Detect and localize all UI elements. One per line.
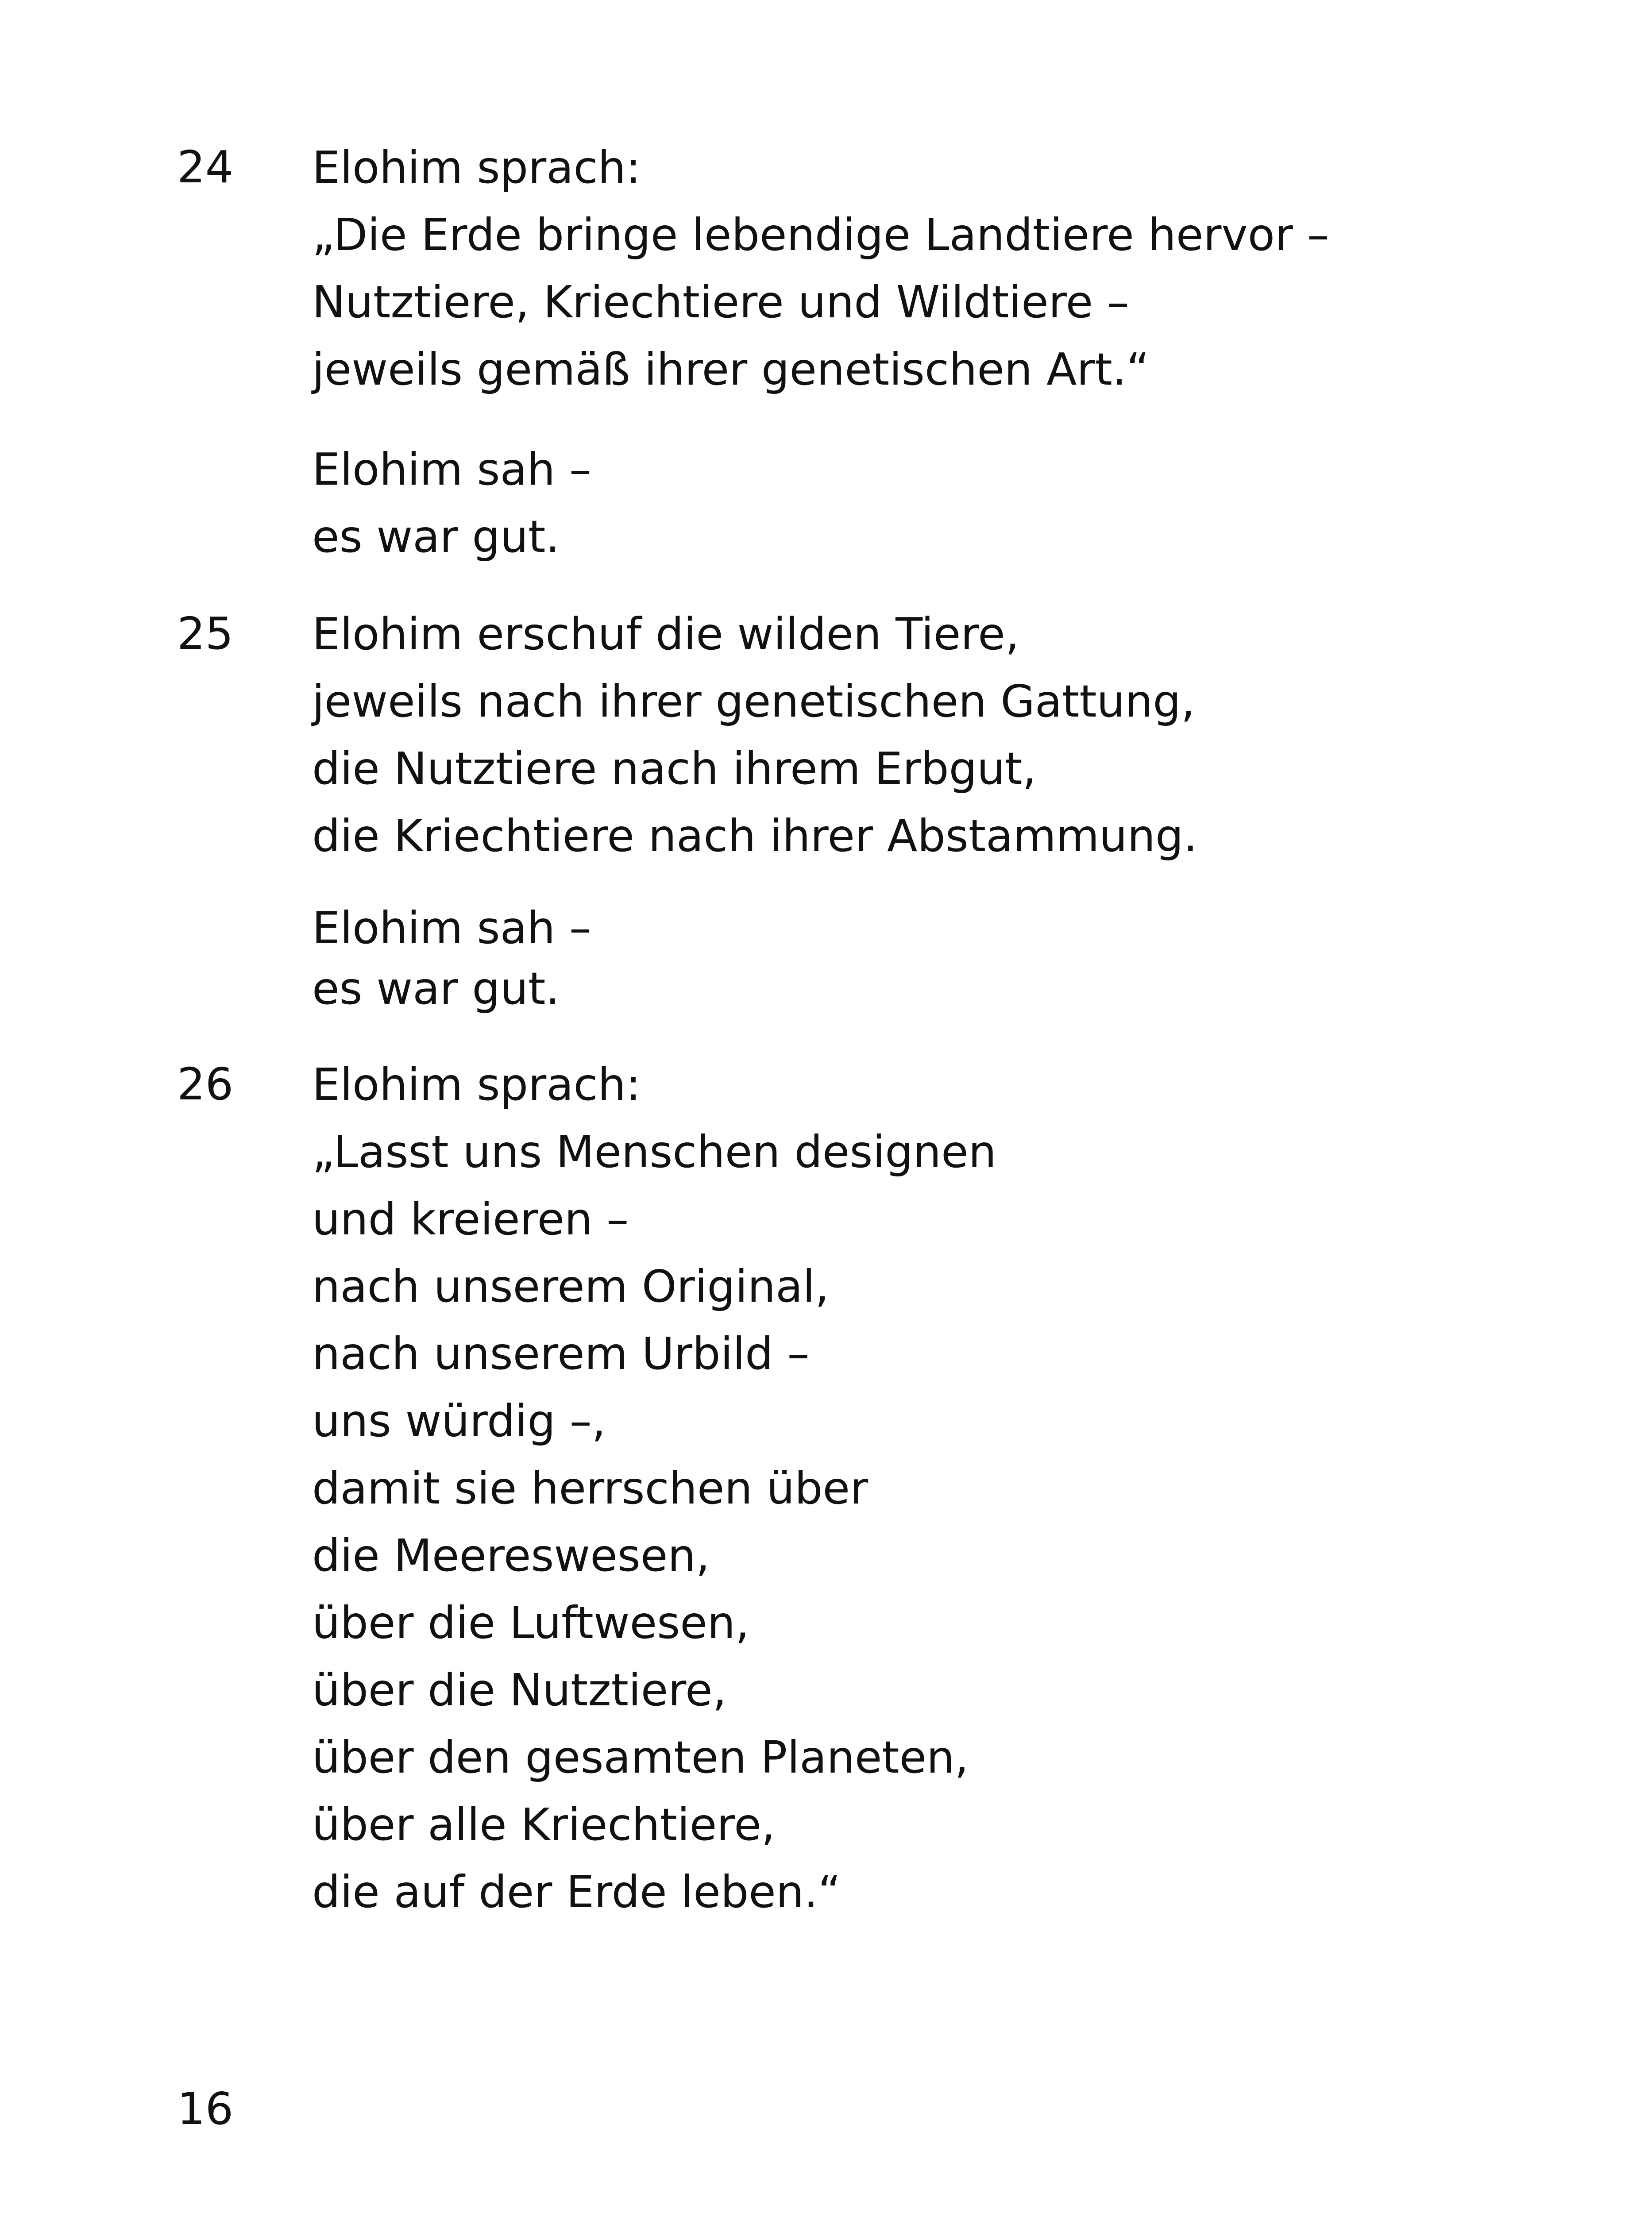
verse-text	[312, 134, 1329, 403]
verse-line: die Nutztiere nach ihrem Erbgut,	[312, 743, 1037, 794]
verse-number: 25	[177, 608, 234, 659]
verse-line: über die Luftwesen,	[312, 1597, 749, 1649]
verse-line: Elohim sprach:	[312, 1059, 641, 1110]
verse-line: über den gesamten Planeten,	[312, 1731, 969, 1783]
verse-line: jeweils gemäß ihrer genetischen Art.“	[312, 343, 1150, 395]
verse-line: nach unserem Original,	[312, 1261, 829, 1312]
verse-line: über alle Kriechtiere,	[312, 1799, 776, 1851]
verse-line: damit sie herrschen über	[312, 1462, 868, 1514]
verse-line: die auf der Erde leben.“	[312, 1866, 841, 1918]
verse-line: die Meereswesen,	[312, 1530, 710, 1581]
verse-line: Elohim erschuf die wilden Tiere,	[312, 608, 1019, 660]
verse-line: die Kriechtiere nach ihrer Abstammung.	[312, 810, 1198, 862]
refrain-line: es war gut.	[312, 963, 560, 1014]
verse-line: uns würdig –,	[312, 1395, 606, 1447]
refrain	[312, 898, 591, 1019]
refrain-line: es war gut.	[312, 511, 560, 563]
verse-number: 24	[177, 141, 234, 193]
verse-text	[312, 601, 1197, 870]
verse-line: Elohim sprach:	[312, 142, 641, 193]
verse-line: „Lasst uns Menschen designen	[312, 1126, 997, 1178]
verse-line: und kreieren –	[312, 1193, 629, 1245]
refrain	[312, 436, 591, 571]
verse-line: über die Nutztiere,	[312, 1664, 727, 1716]
verse-line: nach unserem Urbild –	[312, 1328, 810, 1380]
verse-line: Nutztiere, Kriechtiere und Wildtiere –	[312, 276, 1129, 328]
verse-line: „Die Erde bringe lebendige Landtiere hervor –	[312, 209, 1329, 261]
verse-number: 26	[177, 1058, 234, 1110]
refrain-line: Elohim sah –	[312, 443, 592, 495]
refrain-line: Elohim sah –	[312, 902, 592, 954]
page-number: 16	[177, 2083, 234, 2135]
verse-text	[312, 1051, 996, 1926]
verse-line: jeweils nach ihrer genetischen Gattung,	[312, 675, 1195, 727]
